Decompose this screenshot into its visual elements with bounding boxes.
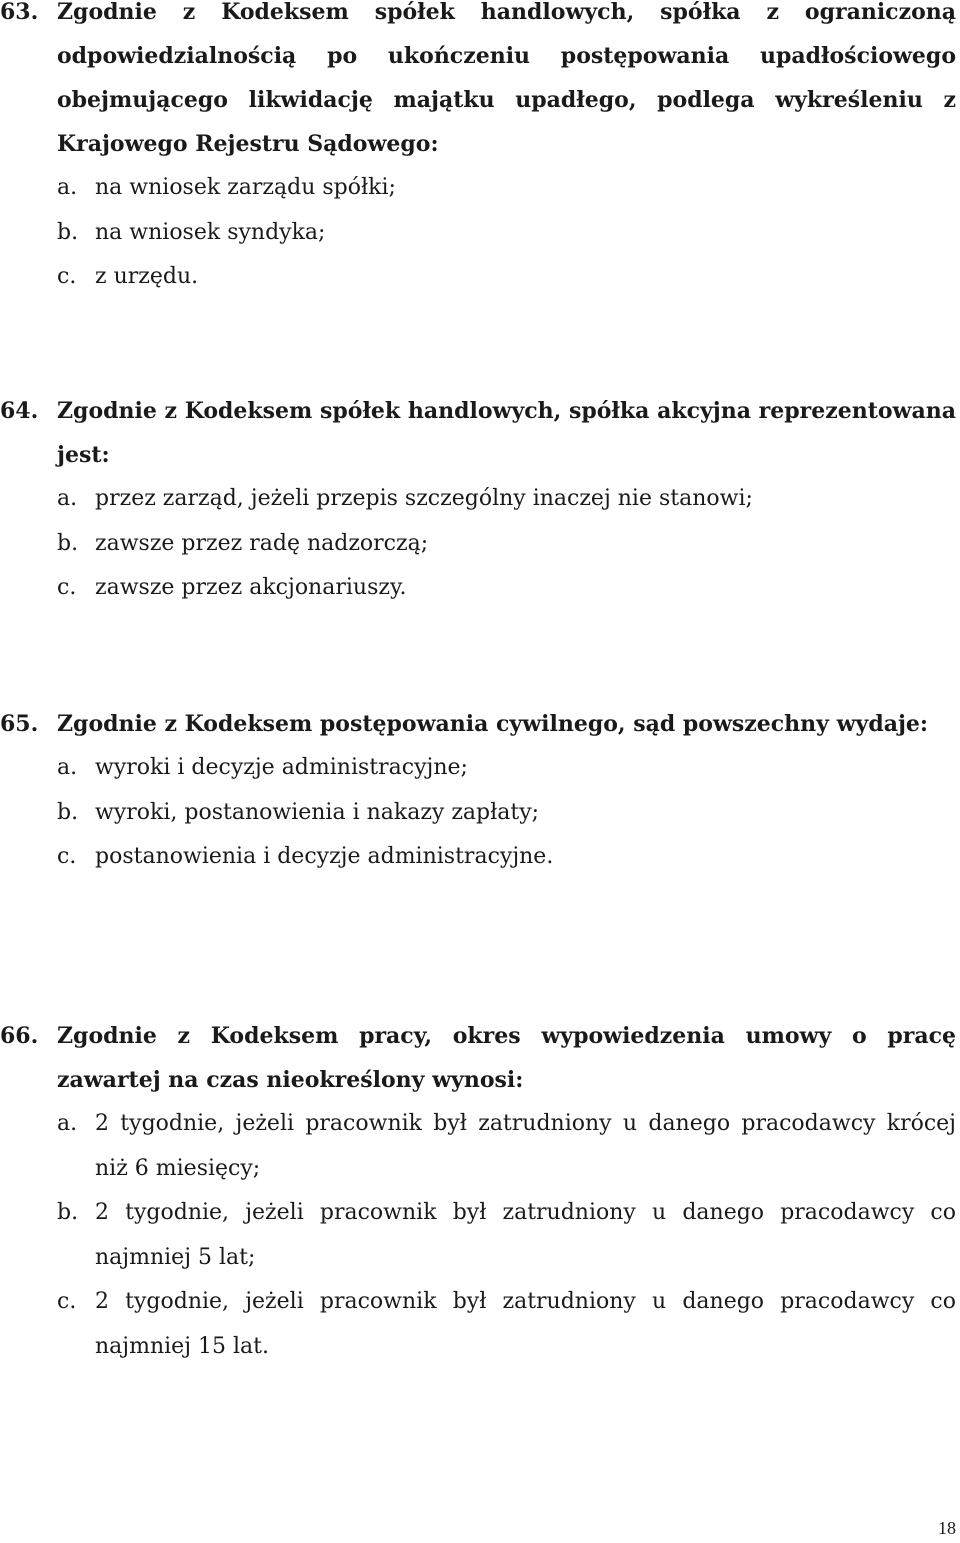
answer-letter: b. bbox=[57, 219, 79, 245]
answer-letter: b. bbox=[57, 799, 79, 825]
answer-text: 2 tygodnie, jeżeli pracownik był zatrudniony u danego pracodawcy co najmniej 5 lat; bbox=[95, 1200, 956, 1270]
answer-option-c bbox=[0, 255, 956, 300]
answer-option-b bbox=[0, 791, 956, 836]
answer-text: wyroki i decyzje administracyjne; bbox=[95, 755, 468, 780]
answer-option-a bbox=[0, 746, 956, 791]
answer-text: 2 tygodnie, jeżeli pracownik był zatrudniony u danego pracodawcy krócej niż 6 miesięcy; bbox=[95, 1111, 956, 1181]
question-number: 63. bbox=[0, 0, 39, 25]
question-number: 65. bbox=[0, 711, 39, 737]
answer-option-c bbox=[0, 1280, 956, 1369]
answer-option-a bbox=[0, 166, 956, 211]
question-text: Zgodnie z Kodeksem pracy, okres wypowiedzenia umowy o pracę zawartej na czas nieokreślony wynosi: bbox=[57, 1023, 956, 1093]
question-text: Zgodnie z Kodeksem postępowania cywilnego, sąd powszechny wydaje: bbox=[57, 711, 929, 737]
answer-letter: a. bbox=[57, 1111, 78, 1136]
answer-text: 2 tygodnie, jeżeli pracownik był zatrudniony u danego pracodawcy co najmniej 15 lat. bbox=[95, 1289, 956, 1359]
question-text: Zgodnie z Kodeksem spółek handlowych, spółka z ograniczoną odpowiedzialnością po ukończeniu postępowania upadłościowego obejmującego likwidację majątku upadłego, podlega wykreśleniu z Krajowego Rejestru Sądowego: bbox=[57, 0, 956, 157]
answer-letter: b. bbox=[57, 1200, 79, 1225]
answer-text: postanowienia i decyzje administracyjne. bbox=[95, 844, 554, 869]
answer-text: przez zarząd, jeżeli przepis szczególny inaczej nie stanowi; bbox=[95, 486, 753, 511]
question-number: 66. bbox=[0, 1023, 39, 1049]
answer-option-c bbox=[0, 835, 956, 880]
answer-option-c bbox=[0, 566, 956, 611]
answer-option-b bbox=[0, 522, 956, 567]
answer-letter: c. bbox=[57, 264, 77, 289]
question-66 bbox=[0, 1014, 956, 1369]
answer-letter: c. bbox=[57, 575, 77, 600]
question-header bbox=[0, 1014, 956, 1102]
answer-text: zawsze przez akcjonariuszy. bbox=[95, 575, 407, 600]
question-header bbox=[0, 389, 956, 477]
answer-option-b bbox=[0, 1191, 956, 1280]
question-header bbox=[0, 702, 956, 746]
answer-letter: b. bbox=[57, 530, 79, 556]
question-63 bbox=[0, 0, 956, 300]
question-64 bbox=[0, 389, 956, 611]
answer-letter: c. bbox=[57, 1289, 77, 1314]
answer-letter: c. bbox=[57, 844, 77, 869]
answer-letter: a. bbox=[57, 755, 78, 780]
answer-text: wyroki, postanowienia i nakazy zapłaty; bbox=[95, 799, 540, 825]
question-header bbox=[0, 0, 956, 166]
question-number: 64. bbox=[0, 398, 39, 424]
answer-text: na wniosek syndyka; bbox=[95, 219, 326, 245]
answer-letter: a. bbox=[57, 175, 78, 200]
answer-option-a bbox=[0, 1102, 956, 1191]
page-number: 18 bbox=[938, 1518, 956, 1538]
question-text: Zgodnie z Kodeksem spółek handlowych, spółka akcyjna reprezentowana jest: bbox=[57, 398, 956, 468]
answer-text: na wniosek zarządu spółki; bbox=[95, 175, 396, 200]
answer-text: zawsze przez radę nadzorczą; bbox=[95, 530, 429, 556]
answer-text: z urzędu. bbox=[95, 264, 199, 289]
answer-option-a bbox=[0, 477, 956, 522]
answer-letter: a. bbox=[57, 486, 78, 511]
question-65 bbox=[0, 702, 956, 880]
answer-option-b bbox=[0, 211, 956, 256]
